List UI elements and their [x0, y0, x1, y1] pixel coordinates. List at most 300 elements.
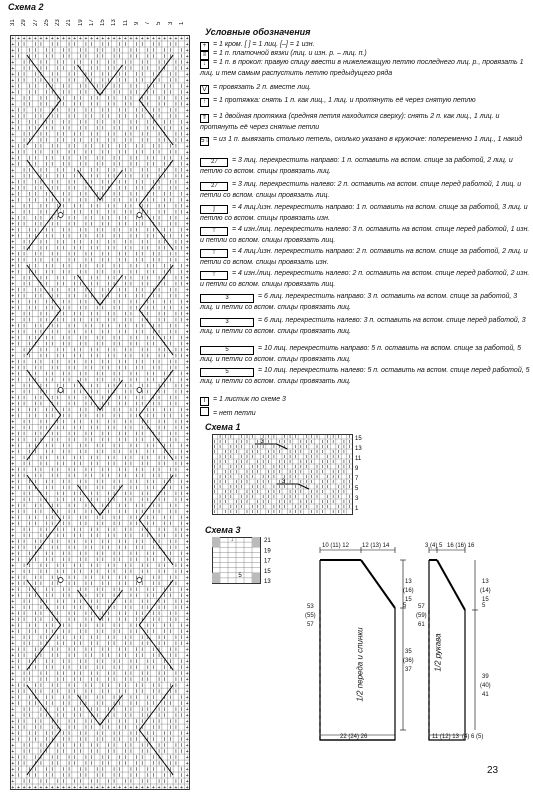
schema2-edge-stitch: +	[185, 41, 189, 48]
schema2-edge-stitch: +	[11, 605, 15, 612]
schema2-edge-stitch: +	[11, 773, 15, 780]
legend-item	[200, 225, 530, 245]
schema2-edge-stitch: +	[11, 371, 15, 378]
schema2-edge-stitch: +	[11, 671, 15, 678]
schema2-leaf-marker	[58, 213, 63, 218]
schema2-edge-stitch: +	[185, 413, 189, 420]
schema2-edge-stitch: +	[168, 785, 172, 790]
schema2-edge-stitch: +	[11, 569, 15, 576]
legend-title: Условные обозначения	[205, 27, 311, 37]
schema2-column-numbers	[10, 13, 190, 35]
sleeve-right-mid: 5	[482, 603, 486, 609]
schema2-edge-stitch: +	[185, 443, 189, 450]
legend-symbol-icon: 2 ⁄	[200, 182, 228, 191]
schema2-edge-stitch: +	[185, 449, 189, 456]
schema2-edge-stitch: +	[185, 785, 189, 790]
schema2-edge-stitch: +	[11, 485, 15, 492]
schema2-edge-stitch: +	[11, 647, 15, 654]
schema2-edge-stitch: +	[185, 479, 189, 486]
schema3-chart	[212, 537, 282, 587]
schema2-column-number: 17	[88, 19, 95, 27]
body-vertical-label: 1/2 переда и спинки	[355, 627, 365, 702]
schema2-edge-stitch: +	[163, 35, 167, 42]
legend-text: = 1 п. платочной вязки (лиц. и изн. р. – лиц. п.)	[211, 50, 367, 57]
sleeve-top-label: 3 (4) 5	[425, 543, 443, 549]
schema2-edge-stitch: +	[185, 539, 189, 546]
schema2-edge-stitch: +	[185, 155, 189, 162]
schema2-edge-stitch: +	[11, 167, 15, 174]
schema1-row-number: 9	[355, 466, 359, 472]
schema2-edge-stitch: +	[11, 65, 15, 72]
schema3-row-number: 15	[264, 568, 271, 575]
schema2-edge-stitch: +	[185, 143, 189, 150]
schema2-column-number: 29	[21, 19, 28, 27]
schema2-edge-stitch: +	[11, 677, 15, 684]
legend-item	[200, 112, 530, 132]
schema2-edge-stitch: +	[28, 785, 32, 790]
schema2-edge-stitch: +	[146, 785, 150, 790]
legend-text: = 10 лиц. перекрестить налево: 5 п. оставить на вспом. спице перед работой, 5 лиц. и петли со вспом. спицы провязать лиц.	[200, 367, 530, 385]
schema2-edge-stitch: +	[67, 785, 71, 790]
legend-symbol-icon: ⊤	[200, 271, 228, 280]
legend-symbol-icon: 3	[200, 294, 254, 303]
schema2-edge-stitch: +	[11, 71, 15, 78]
schema2-edge-stitch: +	[11, 587, 15, 594]
schema2-edge-stitch: +	[11, 383, 15, 390]
schema2-edge-stitch: +	[185, 605, 189, 612]
schema2-edge-stitch: +	[185, 305, 189, 312]
schema2-edge-stitch: +	[118, 785, 122, 790]
schema2-column-number: 19	[77, 19, 84, 27]
schema1-cable-label: 3	[260, 439, 264, 445]
schema2-edge-stitch: +	[185, 689, 189, 696]
sleeve-left-side: 57 (59) 61	[416, 604, 427, 628]
schema2-edge-stitch: +	[185, 773, 189, 780]
legend-text: = 1 п. в прокол: правую спицу ввести в нижележащую петлю последнего лиц. р., провязать 1 лиц. и тем самым распустить петлю предыдущего ряда	[200, 59, 524, 77]
legend-symbol-icon: 3	[200, 318, 254, 327]
schema1-row-numbers	[355, 436, 362, 512]
schema2-edge-stitch: +	[157, 35, 161, 42]
schema2-edge-stitch: +	[185, 317, 189, 324]
schema2-edge-stitch: +	[185, 551, 189, 558]
schema2-edge-stitch: +	[185, 737, 189, 744]
schema2-edge-stitch: +	[11, 41, 15, 48]
schema2-edge-stitch: +	[28, 35, 32, 42]
schema2-edge-stitch: +	[11, 179, 15, 186]
legend-text: = 4 лиц./изн. перекрестить направо: 2 п. оставить на вспом. спице за работой, 2 лиц. и петли со вспом. спицы провязать изн.	[200, 248, 528, 266]
schema2-edge-stitch: +	[185, 683, 189, 690]
legend-text: = 4 изн./лиц. перекрестить налево: 2 п. оставить на вспом. спице перед работой, 2 изн. и петли со вспом. спицы провязать лиц.	[200, 270, 530, 288]
schema2-edge-stitch: +	[185, 581, 189, 588]
schema3-row-number: 17	[264, 558, 271, 565]
schema2-edge-stitch: +	[185, 233, 189, 240]
schema2-edge-stitch: +	[11, 563, 15, 570]
schema2-column-number: 27	[32, 19, 39, 27]
schema2-edge-stitch: +	[11, 227, 15, 234]
schema2-edge-stitch: +	[135, 785, 139, 790]
legend-text: = нет петли	[211, 410, 256, 417]
schema2-edge-stitch: +	[11, 209, 15, 216]
schema2-edge-stitch: +	[185, 89, 189, 96]
schema1-row-number: 7	[355, 476, 359, 482]
schema3-row-number: 21	[264, 538, 271, 545]
schema2-edge-stitch: +	[185, 281, 189, 288]
schema2-edge-stitch: +	[11, 725, 15, 732]
schema2-edge-stitch: +	[185, 131, 189, 138]
schema2-edge-stitch: +	[11, 407, 15, 414]
schema2-edge-stitch: +	[185, 59, 189, 66]
schema2-edge-stitch: +	[11, 305, 15, 312]
schema2-edge-stitch: +	[11, 221, 15, 228]
schema2-edge-stitch: +	[11, 749, 15, 756]
schema2-edge-stitch: +	[11, 611, 15, 618]
schema2-edge-stitch: +	[185, 107, 189, 114]
schema3-row-number: 19	[264, 548, 271, 555]
schema2-edge-stitch: +	[11, 107, 15, 114]
schema2-edge-stitch: +	[11, 365, 15, 372]
legend-item	[200, 366, 530, 386]
schema2-edge-stitch: +	[185, 527, 189, 534]
schema2-edge-stitch: +	[185, 371, 189, 378]
schema2-edge-stitch: +	[185, 179, 189, 186]
schema2-edge-stitch: +	[185, 665, 189, 672]
schema2-edge-stitch: +	[185, 71, 189, 78]
schema2-edge-stitch: +	[185, 35, 189, 42]
schema2-edge-stitch: +	[84, 785, 88, 790]
legend-item	[200, 96, 530, 107]
schema2-edge-stitch: +	[185, 569, 189, 576]
body-right-low: 35 (36) 37	[403, 649, 414, 673]
schema2-column-number: 13	[111, 19, 118, 27]
legend-symbol-icon: I	[200, 397, 209, 406]
legend-item	[200, 292, 530, 312]
schema2-edge-stitch: +	[11, 743, 15, 750]
schema2-edge-stitch: +	[11, 623, 15, 630]
schema2-edge-stitch: +	[185, 335, 189, 342]
schema2-edge-stitch: +	[11, 203, 15, 210]
schema2-edge-stitch: +	[11, 245, 15, 252]
schema2-edge-stitch: +	[185, 461, 189, 468]
schema2-edge-stitch: +	[11, 113, 15, 120]
schema2-edge-stitch: +	[185, 599, 189, 606]
schema2-edge-stitch: +	[56, 785, 60, 790]
body-left-side: 53 (55) 57	[305, 604, 316, 628]
legend-item	[200, 316, 530, 336]
schema2-edge-stitch: +	[11, 395, 15, 402]
schema2-edge-stitch: +	[11, 329, 15, 336]
schema2-edge-stitch: +	[185, 77, 189, 84]
legend-symbol-icon: +	[200, 42, 209, 51]
schema2-edge-stitch: +	[185, 629, 189, 636]
schema2-column-number: 25	[43, 19, 50, 27]
schema2-edge-stitch: +	[11, 89, 15, 96]
schema2-edge-stitch: +	[151, 785, 155, 790]
schema2-edge-stitch: +	[185, 251, 189, 258]
schema2-edge-stitch: +	[11, 137, 15, 144]
legend-text: = 4 изн./лиц. перекрестить налево: 3 п. оставить на вспом. спице перед работой, 1 изн. и петли со вспом. спицы провязать лиц.	[200, 226, 530, 244]
legend-symbol-icon: ʃ	[200, 205, 228, 214]
schema2-edge-stitch: +	[11, 449, 15, 456]
schema2-edge-stitch: +	[185, 257, 189, 264]
schema2-edge-stitch: +	[180, 35, 184, 42]
schema2-leaf-marker	[58, 578, 63, 583]
legend-item	[200, 135, 530, 146]
schema2-edge-stitch: +	[123, 785, 127, 790]
schema3-cell-mark: 5	[238, 572, 242, 579]
schema2-edge-stitch: +	[185, 455, 189, 462]
schema2-edge-stitch: +	[106, 35, 110, 42]
schema2-edge-stitch: +	[11, 467, 15, 474]
schema2-chart	[10, 35, 190, 790]
legend-symbol-icon: ⊤	[200, 249, 228, 258]
schema2-column-number: 15	[100, 19, 106, 27]
schema2-edge-stitch: +	[11, 683, 15, 690]
legend-item	[200, 156, 530, 176]
schema2-edge-stitch: +	[67, 35, 71, 42]
schema2-edge-stitch: +	[185, 83, 189, 90]
schema2-edge-stitch: +	[11, 665, 15, 672]
schema2-edge-stitch: +	[11, 779, 15, 786]
schema2-edge-stitch: +	[11, 719, 15, 726]
schema2-edge-stitch: +	[185, 245, 189, 252]
schema3-no-stitch-cell	[252, 573, 260, 578]
schema3-no-stitch-cell	[212, 542, 220, 547]
schema2-edge-stitch: +	[11, 251, 15, 258]
schema2-edge-stitch: +	[185, 329, 189, 336]
schema2-edge-stitch: +	[185, 275, 189, 282]
schema2-edge-stitch: +	[11, 215, 15, 222]
schema2-edge-stitch: +	[11, 149, 15, 156]
schema2-edge-stitch: +	[11, 695, 15, 702]
schema2-edge-stitch: +	[11, 737, 15, 744]
schema2-edge-stitch: +	[90, 35, 94, 42]
schema2-edge-stitch: +	[185, 101, 189, 108]
schema2-edge-stitch: +	[11, 785, 15, 790]
schema2-leaf-marker	[137, 578, 142, 583]
schema2-edge-stitch: +	[39, 35, 43, 42]
schema2-edge-stitch: +	[129, 785, 133, 790]
schema2-edge-stitch: +	[11, 389, 15, 396]
schema2-edge-stitch: +	[11, 59, 15, 66]
schema2-edge-stitch: +	[11, 401, 15, 408]
legend-item	[200, 83, 530, 94]
schema2-edge-stitch: +	[185, 431, 189, 438]
schema1-row-number: 5	[355, 486, 359, 492]
schema2-edge-stitch: +	[101, 35, 105, 42]
legend-item	[200, 203, 530, 223]
schema2-edge-stitch: +	[33, 35, 37, 42]
schema1-chart	[212, 434, 362, 518]
schema2-edge-stitch: +	[185, 677, 189, 684]
schema2-edge-stitch: +	[185, 701, 189, 708]
schema2-edge-stitch: +	[185, 647, 189, 654]
schema2-column-number: 5	[156, 21, 163, 25]
schema2-edge-stitch: +	[11, 83, 15, 90]
schema2-edge-stitch: +	[185, 263, 189, 270]
schema2-edge-stitch: +	[129, 35, 133, 42]
schema2-edge-stitch: +	[11, 545, 15, 552]
schema2-edge-stitch: +	[185, 713, 189, 720]
schema2-edge-stitch: +	[185, 491, 189, 498]
schema2-edge-stitch: +	[11, 281, 15, 288]
schema2-edge-stitch: +	[11, 491, 15, 498]
schema2-edge-stitch: +	[185, 743, 189, 750]
schema2-edge-stitch: +	[11, 713, 15, 720]
schema2-edge-stitch: +	[11, 515, 15, 522]
schema2-edge-stitch: +	[112, 785, 116, 790]
schema2-edge-stitch: +	[168, 35, 172, 42]
schema2-edge-stitch: +	[185, 473, 189, 480]
schema2-edge-stitch: +	[146, 35, 150, 42]
schema2-edge-stitch: +	[101, 785, 105, 790]
legend-symbol-icon: ↑	[200, 98, 209, 107]
schema2-edge-stitch: +	[185, 761, 189, 768]
sleeve-right-low: 39 (40) 41	[480, 674, 491, 698]
legend-symbol-icon: ⋁	[200, 85, 209, 94]
schema2-edge-stitch: +	[11, 347, 15, 354]
schema2-edge-stitch: +	[185, 119, 189, 126]
schema2-edge-stitch: +	[61, 35, 65, 42]
schema2-edge-stitch: +	[11, 269, 15, 276]
schema2-edge-stitch: +	[185, 515, 189, 522]
schema2-edge-stitch: +	[11, 707, 15, 714]
schema2-edge-stitch: +	[95, 785, 99, 790]
schema2-edge-stitch: +	[140, 785, 144, 790]
schema2-edge-stitch: +	[16, 785, 20, 790]
schema2-edge-stitch: +	[185, 299, 189, 306]
legend-item	[200, 407, 530, 418]
schema2-edge-stitch: +	[174, 35, 178, 42]
schema2-edge-stitch: +	[11, 155, 15, 162]
legend-item	[200, 247, 530, 267]
schema2-edge-stitch: +	[185, 593, 189, 600]
schema2-edge-stitch: +	[185, 203, 189, 210]
schema2-column-number: 1	[178, 21, 185, 25]
legend-symbol-icon: 5 ⁞	[201, 138, 208, 144]
schema2-edge-stitch: +	[73, 35, 77, 42]
schema2-edge-stitch: +	[95, 35, 99, 42]
body-top-label-2: 12 (13) 14	[362, 543, 390, 549]
schema2-edge-stitch: +	[185, 497, 189, 504]
schema2-column-number: 9	[133, 21, 140, 25]
schema1-row-number: 11	[355, 456, 362, 462]
schema2-edge-stitch: +	[11, 197, 15, 204]
legend-text: = из 1 п. вывязать столько петель, сколько указано в кружочке: попеременно 1 лиц., 1 накид	[211, 136, 523, 143]
schema2-edge-stitch: +	[185, 623, 189, 630]
schema2-edge-stitch: +	[185, 221, 189, 228]
legend-symbol-icon: 2 ⁄	[200, 158, 228, 167]
schema2-edge-stitch: +	[11, 143, 15, 150]
schema2-edge-stitch: +	[11, 413, 15, 420]
legend-symbol-icon: 5	[200, 346, 254, 355]
sleeve-bottom-label: 11 (12) 13	[432, 734, 459, 740]
schema2-edge-stitch: +	[185, 47, 189, 54]
schema2-edge-stitch: +	[11, 53, 15, 60]
schema2-edge-stitch: +	[11, 527, 15, 534]
schema2-edge-stitch: +	[185, 557, 189, 564]
schema2-edge-stitch: +	[11, 503, 15, 510]
schema2-edge-stitch: +	[185, 671, 189, 678]
schema2-edge-stitch: +	[11, 185, 15, 192]
schema2-edge-stitch: +	[185, 113, 189, 120]
schema2-edge-stitch: +	[90, 785, 94, 790]
schema2-edge-stitch: +	[22, 785, 26, 790]
schema2-edge-stitch: +	[151, 35, 155, 42]
schema2-edge-stitch: +	[11, 161, 15, 168]
schema2-edge-stitch: +	[11, 359, 15, 366]
schema2-edge-stitch: +	[140, 35, 144, 42]
schema2-edge-stitch: +	[11, 461, 15, 468]
schema2-edge-stitch: +	[185, 503, 189, 510]
schema2-edge-stitch: +	[185, 563, 189, 570]
schema2-edge-stitch: +	[11, 101, 15, 108]
schema3-no-stitch-cell	[252, 578, 260, 583]
schema2-edge-stitch: +	[185, 659, 189, 666]
schema2-edge-stitch: +	[33, 785, 37, 790]
schema2-edge-stitch: +	[185, 575, 189, 582]
schema2-edge-stitch: +	[11, 731, 15, 738]
schema2-edge-stitch: +	[11, 293, 15, 300]
schema3-cell-mark: ↓	[230, 537, 234, 544]
schema2-edge-stitch: +	[185, 395, 189, 402]
schema2-edge-stitch: +	[11, 629, 15, 636]
sleeve-vertical-label: 1/2 рукава	[433, 633, 443, 672]
schema2-edge-stitch: +	[11, 539, 15, 546]
sleeve-pattern-diagram	[415, 540, 495, 745]
schema2-edge-stitch: +	[11, 191, 15, 198]
schema2-edge-stitch: +	[185, 767, 189, 774]
legend-item	[200, 269, 530, 289]
schema2-edge-stitch: +	[185, 401, 189, 408]
schema2-edge-stitch: +	[45, 785, 49, 790]
schema2-edge-stitch: +	[185, 521, 189, 528]
schema2-leaf-marker	[137, 213, 142, 218]
schema2-edge-stitch: +	[185, 137, 189, 144]
schema2-leaf-marker	[137, 388, 142, 393]
schema2-edge-stitch: +	[185, 173, 189, 180]
schema2-edge-stitch: +	[185, 731, 189, 738]
schema2-edge-stitch: +	[11, 317, 15, 324]
schema2-edge-stitch: +	[11, 479, 15, 486]
schema2-edge-stitch: +	[11, 425, 15, 432]
schema2-edge-stitch: +	[185, 725, 189, 732]
schema2-edge-stitch: +	[185, 467, 189, 474]
schema2-column-number: 21	[66, 19, 73, 27]
schema2-edge-stitch: +	[11, 521, 15, 528]
schema2-edge-stitch: +	[11, 761, 15, 768]
schema2-edge-stitch: +	[185, 641, 189, 648]
schema2-edge-stitch: +	[185, 425, 189, 432]
schema3-row-numbers	[264, 538, 271, 585]
schema2-column-number: 3	[167, 21, 174, 25]
schema1-row-number: 1	[355, 506, 359, 512]
schema2-edge-stitch: +	[185, 347, 189, 354]
schema2-edge-stitch: +	[185, 209, 189, 216]
schema2-edge-stitch: +	[11, 653, 15, 660]
body-right-top: 13 (16) 15	[403, 579, 414, 603]
schema2-edge-stitch: +	[185, 533, 189, 540]
schema2-edge-stitch: +	[11, 353, 15, 360]
schema2-edge-stitch: +	[185, 161, 189, 168]
schema2-edge-stitch: +	[185, 485, 189, 492]
schema2-edge-stitch: +	[11, 659, 15, 666]
schema2-edge-stitch: +	[56, 35, 60, 42]
schema2-edge-stitch: +	[39, 785, 43, 790]
schema2-edge-stitch: +	[135, 35, 139, 42]
legend-item	[200, 180, 530, 200]
schema2-edge-stitch: +	[73, 785, 77, 790]
schema2-edge-stitch: +	[185, 617, 189, 624]
